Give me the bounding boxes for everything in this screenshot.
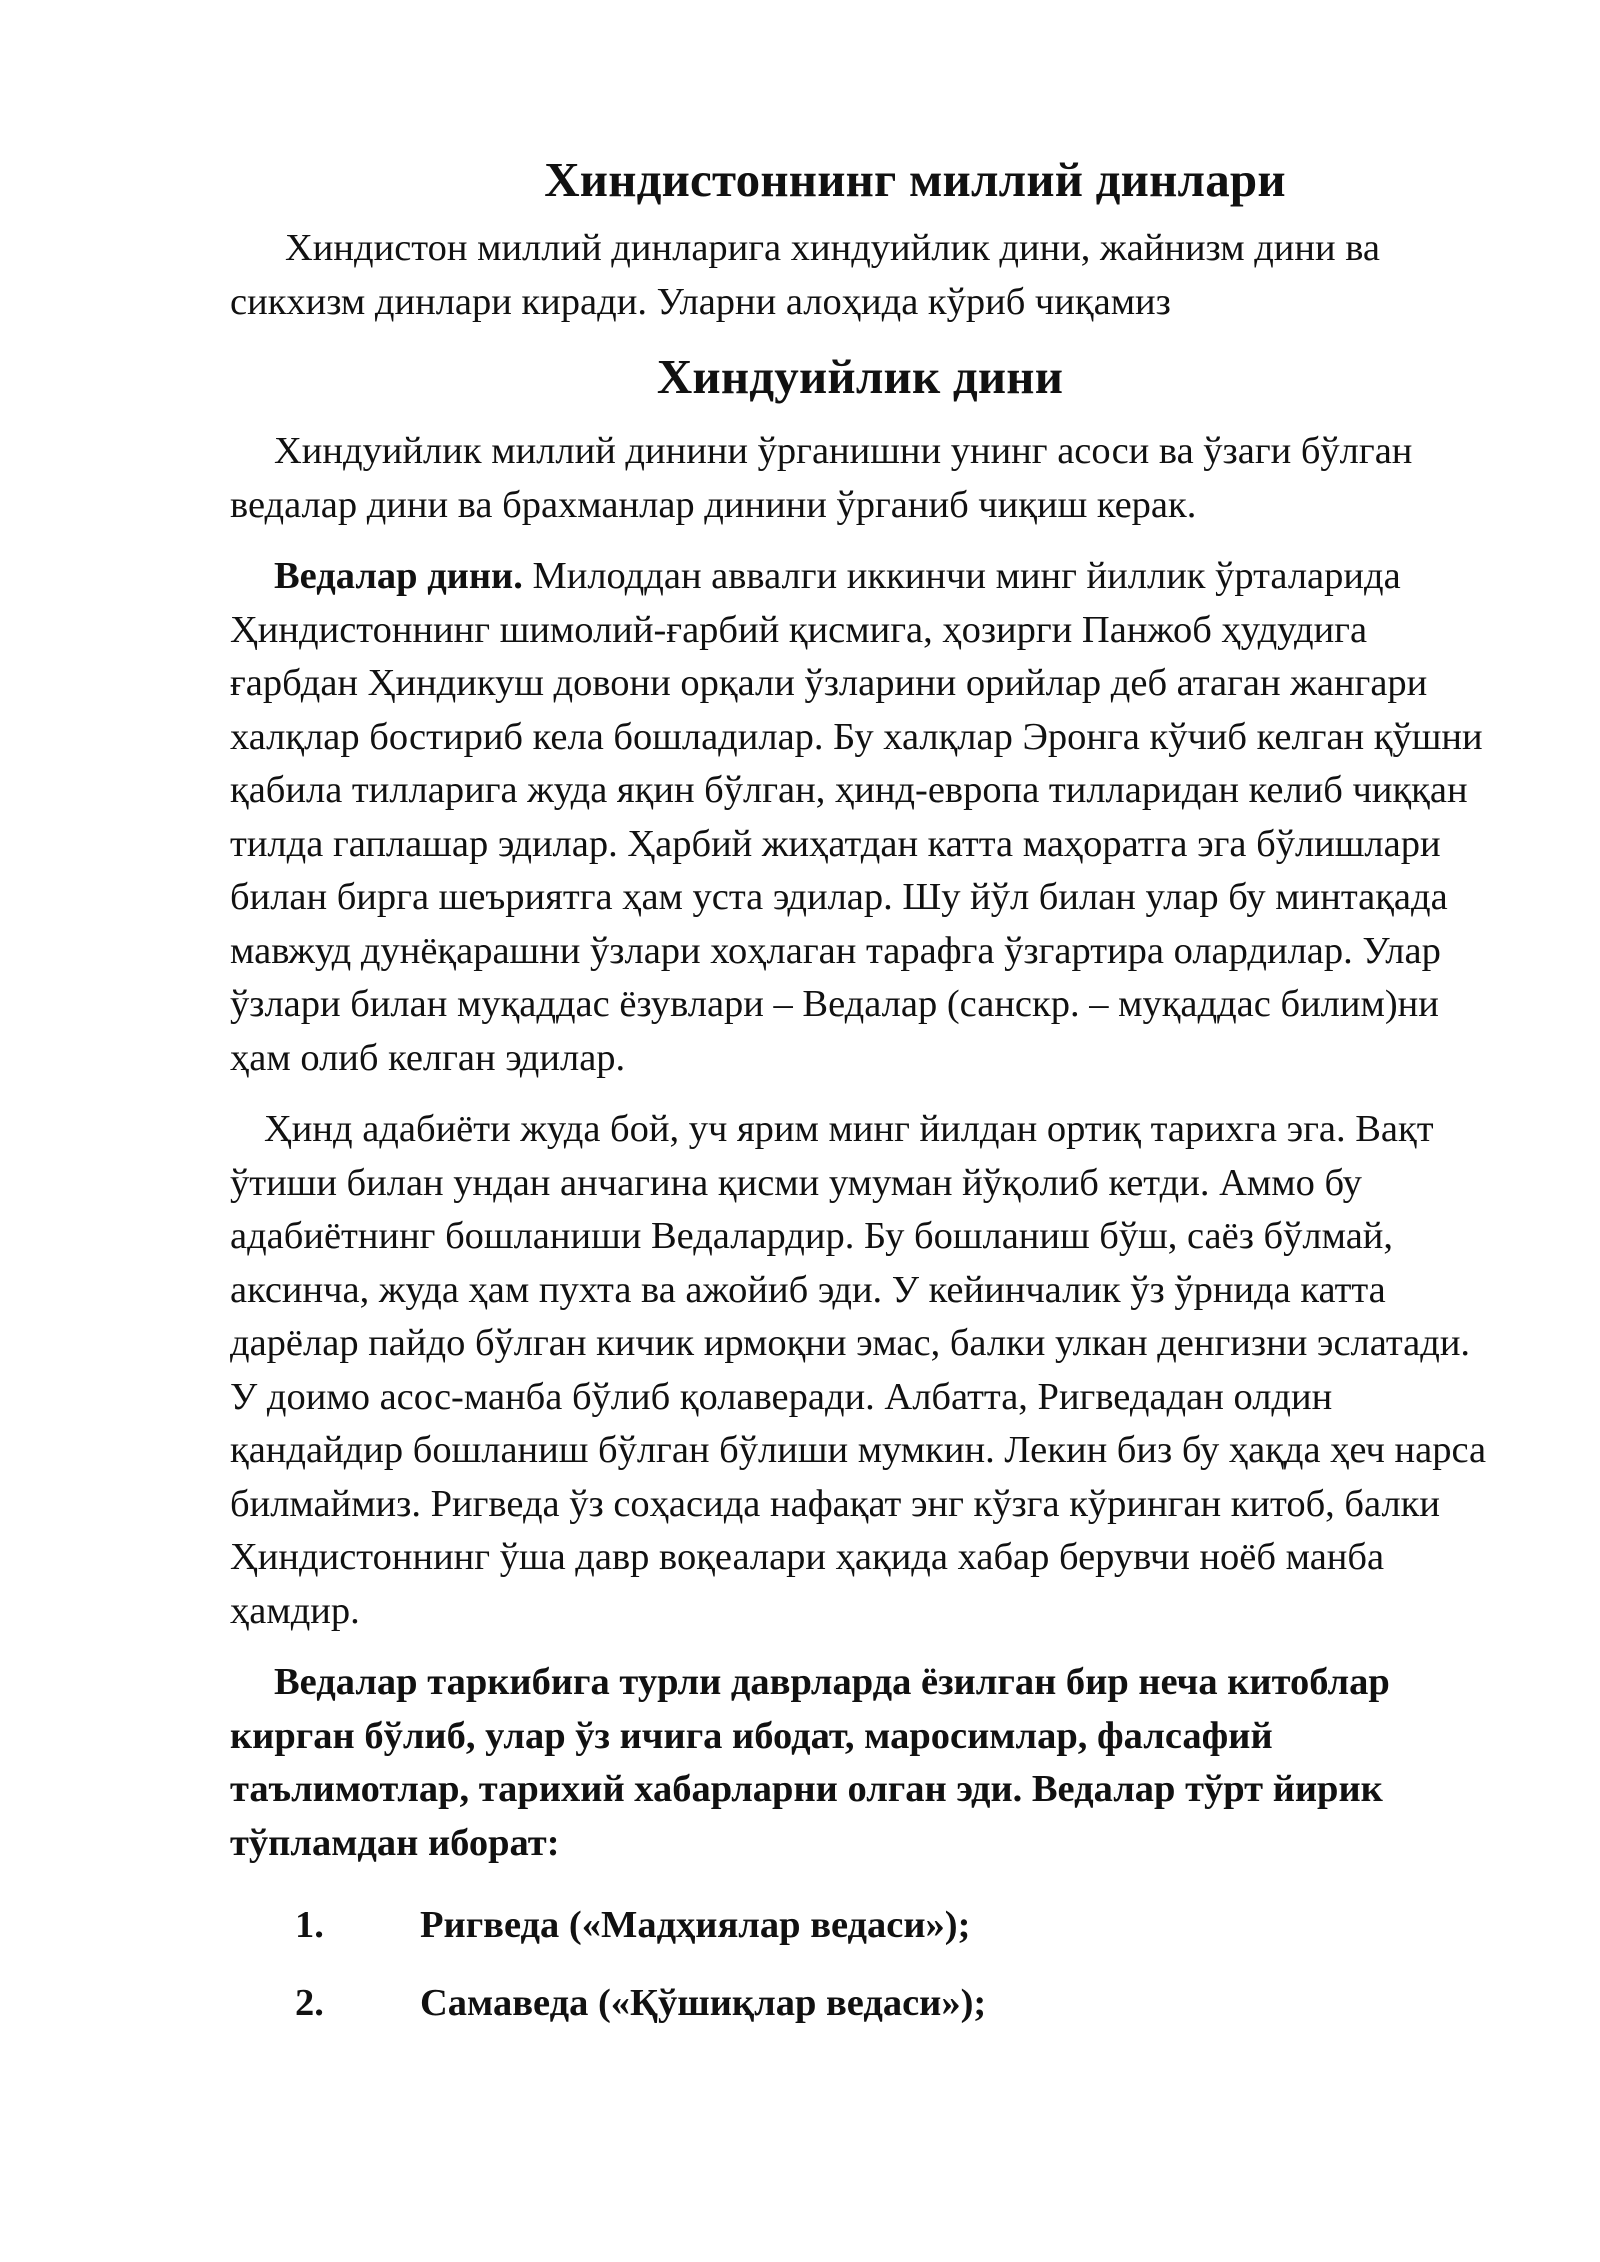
paragraph-2: [230, 550, 1490, 1085]
paragraph-2-body: Милоддан аввалги иккинчи минг йиллик ўрталарида Ҳиндистоннинг шимолий-ғарбий қисмига, ҳозирги Панжоб ҳудудига ғарбдан Ҳиндикуш довони орқали ўзларини орийлар деб атаган жангари халқлар бостириб кела бошладилар. Бу халқлар Эронга кўчиб келган қўшни қабила тилларига жуда яқин бўлган, ҳинд-европа тилларидан келиб чиққан тилда гаплашар эдилар. Ҳарбий жиҳатдан катта маҳоратга эга бўлишлари билан бирга шеъриятга ҳам уста эдилар. Шу йўл билан улар бу минтақада мавжуд дунёқарашни ўзлари хоҳлаган тарафга ўзгартира олардилар. Улар ўзлари билан муқаддас ёзувлари – Ведалар (санскр. – муқаддас билим)ни ҳам олиб келган эдилар.: [230, 555, 1483, 1079]
list-item-text: Ригведа («Мадҳиялар ведаси»);: [420, 1904, 971, 1946]
paragraph-2-lead: Ведалар дини.: [274, 555, 523, 597]
list-item-number: 2.: [295, 1982, 324, 2024]
paragraph-3: Ҳинд адабиёти жуда бой, уч ярим минг йилдан ортиқ тарихга эга. Вақт ўтиши билан ундан анчагина қисми умуман йўқолиб кетди. Аммо бу адабиётнинг бошланиши Ведалардир. Бу бошланиш бўш, саёз бўлмай, аксинча, жуда ҳам пухта ва ажойиб эди. У кейинчалик ўз ўрнида катта дарёлар пайдо бўлган кичик ирмоқни эмас, балки улкан денгизни эслатади. У доимо асос-манба бўлиб қолаверади. Албатта, Ригведадан олдин қандайдир бошланиш бўлган бўлиши мумкин. Лекин биз бу ҳақда ҳеч нарса билмаймиз. Ригведа ўз соҳасида нафақат энг кўзга кўринган китоб, балки Ҳиндистоннинг ўша давр воқеалари ҳақида хабар берувчи ноёб манба ҳамдир.: [230, 1108, 1487, 1632]
intro-paragraph: Хиндистон миллий динларига хиндуийлик дини, жайнизм дини ва сикхизм динлари киради. Уларни алоҳида кўриб чиқамиз: [230, 227, 1380, 323]
section-title: Хиндуийлик дини: [656, 349, 1064, 404]
list-item-text: Самаведа («Қўшиқлар ведаси»);: [420, 1982, 987, 2024]
document-page: [230, 150, 1490, 2042]
list-item: [230, 1886, 1490, 1964]
paragraph-4: Ведалар таркибига турли даврларда ёзилган бир неча китоблар кирган бўлиб, улар ўз ичига ибодат, маросимлар, фалсафий таълимотлар, тарихий хабарларни олган эди. Ведалар тўрт йирик тўпламдан иборат:: [230, 1661, 1390, 1864]
paragraph-1: Хиндуийлик миллий динини ўрганишни унинг асоси ва ўзаги бўлган ведалар дини ва брахманлар динини ўрганиб чиқиш керак.: [230, 430, 1413, 526]
vedas-list: [230, 1886, 1490, 2042]
list-item: [230, 1964, 1490, 2042]
list-item-number: 1.: [295, 1904, 324, 1946]
document-title: Хиндистоннинг миллий динлари: [544, 152, 1286, 207]
